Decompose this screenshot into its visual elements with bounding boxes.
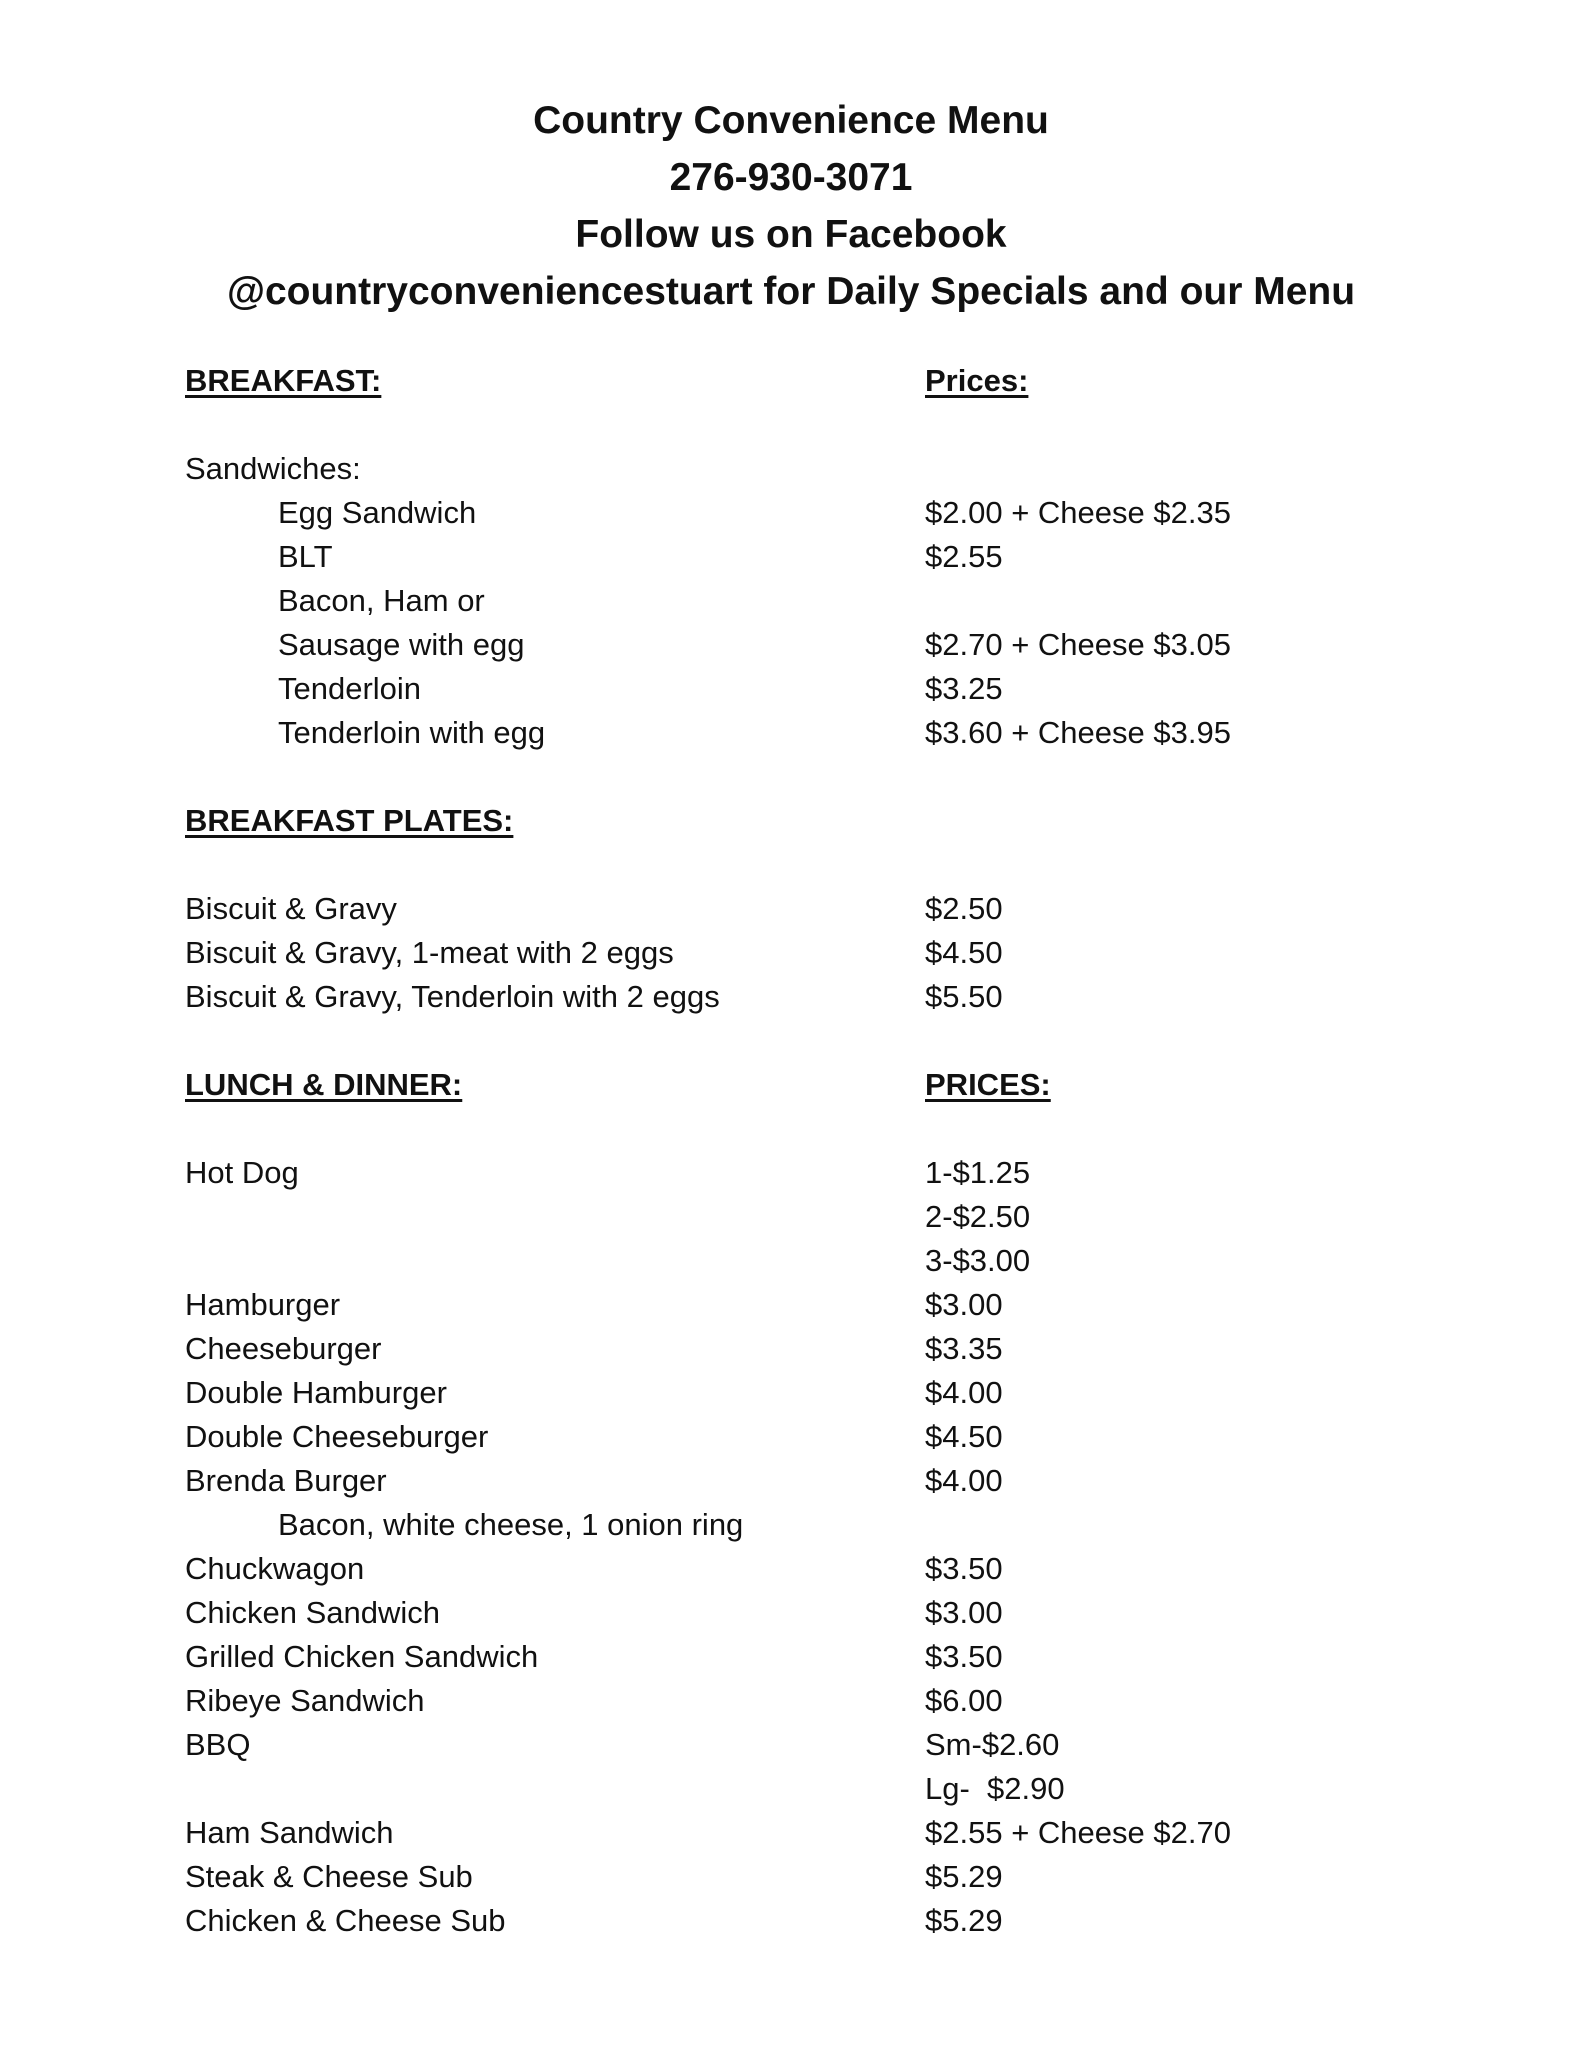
menu-item — [185, 535, 1435, 579]
menu-item — [185, 975, 1435, 1019]
item-price: $4.50 — [925, 935, 1003, 970]
menu-item-continuation — [185, 1239, 1435, 1283]
menu-title: Country Convenience Menu — [533, 99, 1049, 142]
menu-item — [185, 1591, 1435, 1635]
item-price: $4.00 — [925, 1463, 1003, 1498]
lunch-dinner-heading-row — [185, 1063, 1435, 1107]
item-price: $3.50 — [925, 1551, 1003, 1586]
item-name: BBQ — [185, 1727, 251, 1762]
item-price: $2.55 + Cheese $2.70 — [925, 1815, 1231, 1850]
item-price: $4.50 — [925, 1419, 1003, 1454]
facebook-handle: @countryconveniencestuart for Daily Specials and our Menu — [226, 270, 1356, 313]
item-name: Ribeye Sandwich — [185, 1683, 425, 1718]
breakfast-plates-heading: BREAKFAST PLATES: — [185, 803, 514, 838]
item-price: Sm-$2.60 — [925, 1727, 1060, 1762]
lunch-dinner-heading: LUNCH & DINNER: — [185, 1067, 463, 1102]
item-name: Chuckwagon — [185, 1551, 365, 1586]
menu-body — [185, 359, 1435, 1943]
menu-item — [185, 1327, 1435, 1371]
item-name: BLT — [278, 539, 333, 574]
facebook-follow: Follow us on Facebook — [575, 213, 1007, 256]
menu-item — [185, 1811, 1435, 1855]
item-price: 1-$1.25 — [925, 1155, 1031, 1190]
item-name: Double Cheeseburger — [185, 1419, 489, 1454]
menu-item — [185, 1283, 1435, 1327]
item-name: Biscuit & Gravy, Tenderloin with 2 eggs — [185, 979, 720, 1014]
item-price: $5.29 — [925, 1859, 1003, 1894]
item-name: Chicken Sandwich — [185, 1595, 441, 1630]
item-name: Grilled Chicken Sandwich — [185, 1639, 539, 1674]
item-name: Cheeseburger — [185, 1331, 382, 1366]
breakfast-plates-heading-row — [185, 799, 1435, 843]
menu-item-continuation — [185, 1195, 1435, 1239]
menu-item — [185, 623, 1435, 667]
menu-item — [185, 887, 1435, 931]
item-name: Biscuit & Gravy, 1-meat with 2 eggs — [185, 935, 674, 970]
item-price: $5.50 — [925, 979, 1003, 1014]
item-price: 2-$2.50 — [925, 1199, 1031, 1234]
menu-item — [185, 579, 1435, 623]
item-price: $2.55 — [925, 539, 1003, 574]
item-name: Egg Sandwich — [278, 495, 477, 530]
item-name: Hot Dog — [185, 1155, 299, 1190]
breakfast-heading: BREAKFAST: — [185, 363, 382, 398]
item-note: Bacon, white cheese, 1 onion ring — [278, 1507, 744, 1542]
menu-item — [185, 1635, 1435, 1679]
sandwiches-label-row — [185, 447, 1435, 491]
item-price: $4.00 — [925, 1375, 1003, 1410]
item-name: Sausage with egg — [278, 627, 525, 662]
menu-item — [185, 491, 1435, 535]
item-price: $2.00 + Cheese $2.35 — [925, 495, 1231, 530]
menu-item — [185, 1547, 1435, 1591]
breakfast-heading-row — [185, 359, 1435, 403]
item-price: $3.35 — [925, 1331, 1003, 1366]
menu-item — [185, 1151, 1435, 1195]
breakfast-prices-heading: Prices: — [925, 363, 1029, 398]
menu-item — [185, 1679, 1435, 1723]
item-price: $3.60 + Cheese $3.95 — [925, 715, 1231, 750]
menu-item — [185, 667, 1435, 711]
menu-item-continuation — [185, 1767, 1435, 1811]
menu-item — [185, 931, 1435, 975]
lunch-dinner-prices-heading: PRICES: — [925, 1067, 1051, 1102]
item-name: Brenda Burger — [185, 1463, 387, 1498]
item-price: $6.00 — [925, 1683, 1003, 1718]
menu-item — [185, 1899, 1435, 1943]
item-name: Double Hamburger — [185, 1375, 447, 1410]
item-name: Biscuit & Gravy — [185, 891, 397, 926]
item-price: $5.29 — [925, 1903, 1003, 1938]
menu-item-note — [185, 1503, 1435, 1547]
menu-header — [0, 92, 1582, 320]
menu-item — [185, 1459, 1435, 1503]
item-name: Steak & Cheese Sub — [185, 1859, 473, 1894]
item-name: Hamburger — [185, 1287, 341, 1322]
item-name: Tenderloin with egg — [278, 715, 546, 750]
item-price: $3.00 — [925, 1595, 1003, 1630]
menu-item — [185, 1371, 1435, 1415]
item-price: $2.70 + Cheese $3.05 — [925, 627, 1231, 662]
menu-item — [185, 711, 1435, 755]
item-price: $2.50 — [925, 891, 1003, 926]
item-name: Ham Sandwich — [185, 1815, 394, 1850]
sandwiches-label: Sandwiches: — [185, 451, 361, 486]
item-price: $3.50 — [925, 1639, 1003, 1674]
item-price: $3.25 — [925, 671, 1003, 706]
phone-number: 276-930-3071 — [669, 156, 913, 199]
item-name: Tenderloin — [278, 671, 422, 706]
menu-item — [185, 1415, 1435, 1459]
item-name: Chicken & Cheese Sub — [185, 1903, 506, 1938]
item-price: $3.00 — [925, 1287, 1003, 1322]
menu-item — [185, 1723, 1435, 1767]
menu-item — [185, 1855, 1435, 1899]
item-price: 3-$3.00 — [925, 1243, 1031, 1278]
item-price: Lg- $2.90 — [925, 1771, 1065, 1806]
item-name: Bacon, Ham or — [278, 583, 485, 618]
